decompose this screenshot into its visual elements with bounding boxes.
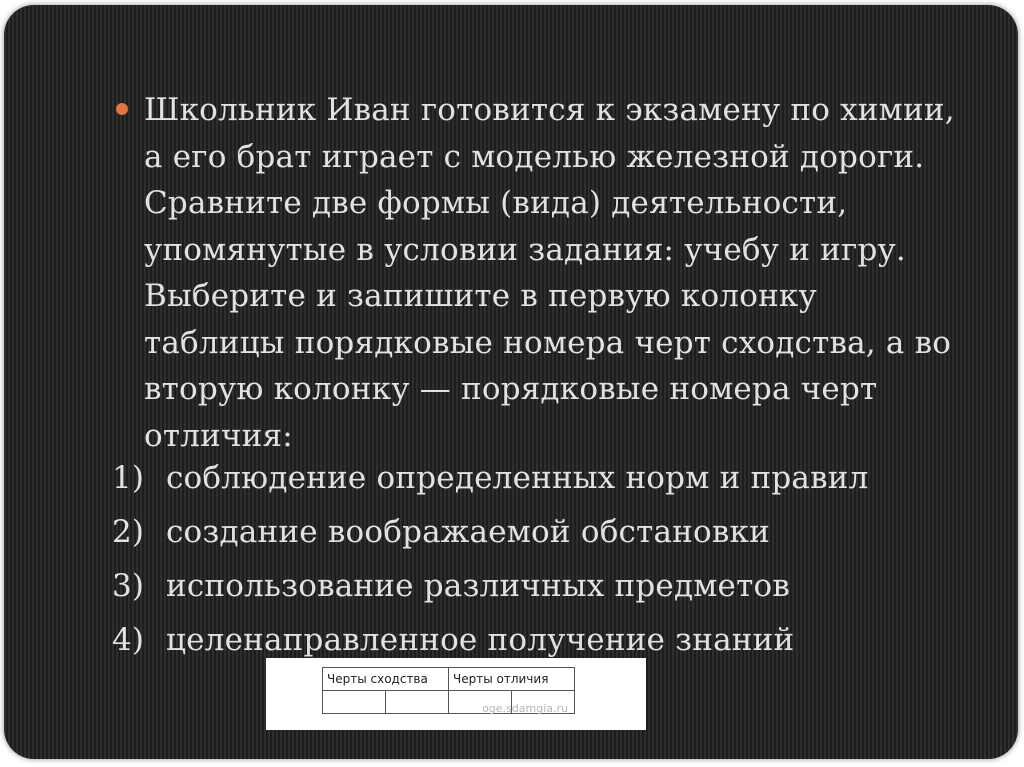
list-item-number: 3) [112, 568, 145, 604]
list-item-text: использование различных предметов [166, 568, 790, 604]
table-cell [386, 691, 449, 714]
list-item-text: целенаправленное получение знаний [166, 622, 795, 658]
list-item [112, 509, 972, 563]
table-header-similarity: Черты сходства [323, 668, 449, 691]
list-item-number: 2) [112, 514, 145, 550]
table-header-row [323, 668, 575, 691]
list-item-number: 1) [112, 460, 145, 496]
list-item [112, 455, 972, 509]
answer-table-image [266, 658, 646, 730]
options-list [112, 455, 972, 671]
slide [4, 5, 1018, 759]
list-item-text: создание воображаемой обстановки [166, 514, 770, 550]
list-item [112, 563, 972, 617]
bullet-icon [116, 103, 128, 115]
watermark-text: oge.sdamgia.ru [482, 702, 568, 715]
task-paragraph: Школьник Иван готовится к экзамену по химии, а его брат играет с моделью железной дороги. Сравните две формы (вида) деятельности, упомянутые в условии задания: учебу и игру. Выберите и запишите в первую колонку таблицы порядковые номера черт сходства, а во вторую колонку — порядковые номера черт отличия: [144, 92, 955, 454]
slide-content [4, 5, 1018, 759]
table-cell [323, 691, 386, 714]
list-item-number: 4) [112, 622, 145, 658]
table-header-difference: Черты отличия [449, 668, 575, 691]
list-item-text: соблюдение определенных норм и правил [166, 460, 869, 496]
